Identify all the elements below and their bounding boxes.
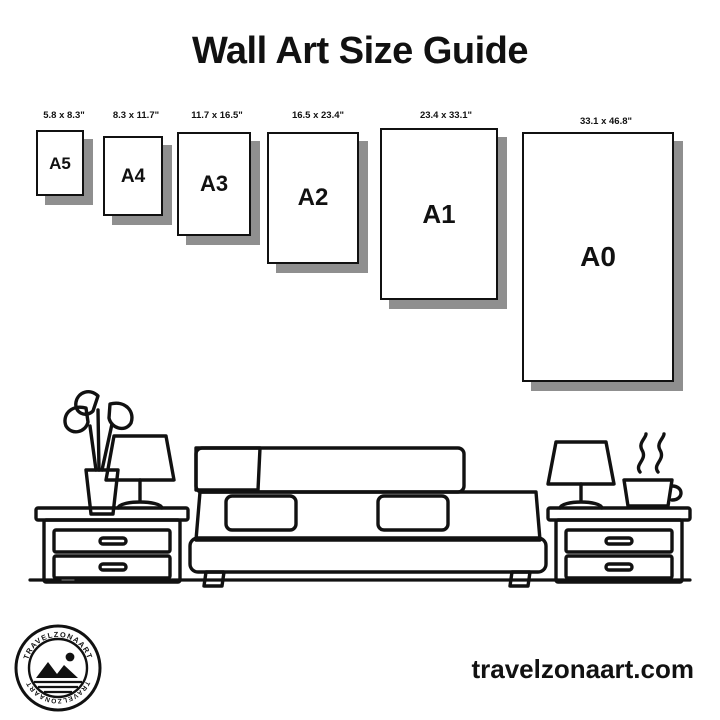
frame-box-a5 bbox=[36, 130, 84, 196]
frame-label-a3: A3 bbox=[199, 171, 229, 196]
page-title: Wall Art Size Guide bbox=[191, 30, 529, 72]
bedroom-scene-svg bbox=[0, 380, 720, 600]
svg-text:TRAVELZONAART: TRAVELZONAART bbox=[25, 679, 91, 705]
brand-logo bbox=[14, 624, 102, 712]
right-table-lamp bbox=[548, 442, 614, 508]
frame-label-a4: A4 bbox=[120, 165, 146, 187]
frame-box-a3 bbox=[177, 132, 251, 236]
coffee-cup bbox=[624, 434, 681, 506]
frame-box-a0 bbox=[522, 132, 674, 382]
left-nightstand bbox=[36, 508, 188, 582]
frame-dimension-a4: 8.3 x 11.7" bbox=[112, 110, 160, 121]
frame-label-a1: A1 bbox=[422, 199, 456, 229]
frame-dimension-a1: 23.4 x 33.1" bbox=[419, 110, 473, 121]
frame-dimension-a3: 11.7 x 16.5" bbox=[191, 110, 243, 121]
frame-size-chart bbox=[0, 110, 720, 400]
right-nightstand bbox=[548, 508, 690, 582]
footer bbox=[0, 610, 720, 720]
bedroom-scene bbox=[0, 380, 720, 600]
website-url: travelzonaart.com bbox=[471, 654, 694, 684]
frame-label-a5: A5 bbox=[49, 153, 71, 173]
frame-dimension-a5: 5.8 x 8.3" bbox=[43, 110, 85, 121]
plant-vase bbox=[65, 392, 132, 514]
frame-label-a0: A0 bbox=[580, 241, 616, 272]
frame-dimension-a0: 33.1 x 46.8" bbox=[579, 116, 633, 127]
svg-text:TRAVELZONAART: TRAVELZONAART bbox=[21, 629, 95, 661]
frame-box-a2 bbox=[267, 132, 359, 264]
frame-label-a2: A2 bbox=[297, 184, 329, 211]
brand-logo-icon bbox=[14, 624, 102, 712]
frame-box-a4 bbox=[103, 136, 163, 216]
frame-box-a1 bbox=[380, 128, 498, 300]
bed bbox=[190, 448, 546, 586]
frame-dimension-a2: 16.5 x 23.4" bbox=[291, 110, 345, 121]
